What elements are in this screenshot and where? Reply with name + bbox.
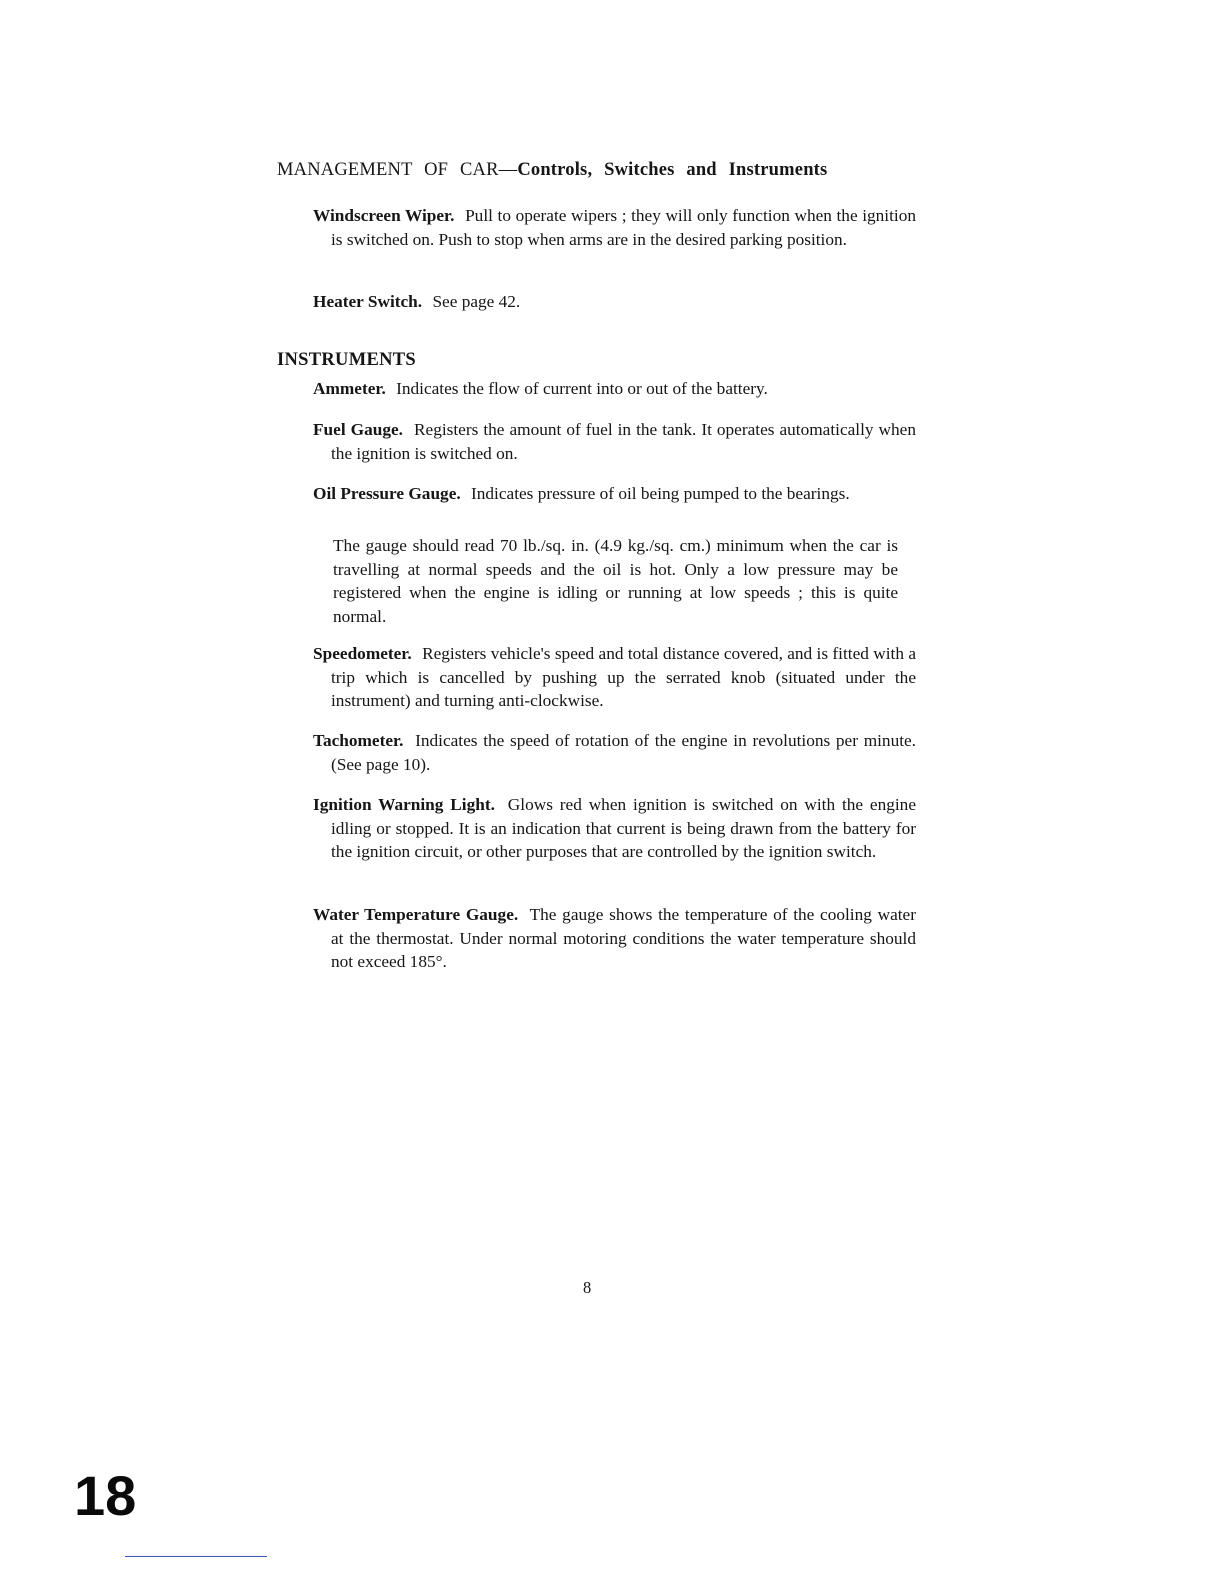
header-subsection-title: Controls, Switches and Instruments [517, 160, 828, 180]
bottom-rule [125, 1556, 267, 1557]
entry-water-temperature-gauge [313, 903, 916, 974]
entry-text: Indicates the speed of rotation of the engine in revolutions per minute. (See page 10). [331, 731, 917, 774]
entry-term: Oil Pressure Gauge. [313, 484, 461, 503]
entry-fuel-gauge [313, 418, 916, 465]
entry-term: Speedometer. [313, 644, 412, 663]
entry-text: Indicates pressure of oil being pumped to the bearings. [471, 484, 850, 503]
entry-term: Windscreen Wiper. [313, 206, 455, 225]
entry-text: The gauge shows the temperature of the cooling water at the thermostat. Under normal motoring conditions the water temperature should not exceed 185°. [331, 905, 916, 972]
entry-term: Ignition Warning Light. [313, 795, 495, 814]
oil-pressure-note: The gauge should read 70 lb./sq. in. (4.9 kg./sq. cm.) minimum when the car is travelling at normal speeds and the oil is hot. Only a low pressure may be registered when the engine is idling or running at low speeds ; this is quite normal. [333, 536, 898, 626]
entry-ammeter [313, 377, 916, 401]
entry-term: Heater Switch. [313, 292, 423, 311]
entry-text: Glows red when ignition is switched on with the engine idling or stopped. It is an indication that current is being drawn from the battery for the ignition circuit, or other purposes that are controlled by the ignition switch. [331, 795, 916, 862]
page-number: 8 [583, 1278, 592, 1297]
entry-text: Indicates the flow of current into or out of the battery. [396, 379, 768, 398]
entry-text: Pull to operate wipers ; they will only function when the ignition is switched on. Push to stop when arms are in the desired parking position. [331, 206, 916, 249]
entry-term: Tachometer. [313, 731, 404, 750]
entry-speedometer [313, 642, 916, 713]
entry-ignition-warning-light [313, 793, 916, 864]
entry-text: Registers the amount of fuel in the tank. It operates automatically when the ignition is switched on. [331, 420, 916, 463]
entry-term: Water Temperature Gauge. [313, 905, 519, 924]
page-header [277, 158, 897, 182]
entry-tachometer [313, 729, 916, 776]
sheet-number: 18 [74, 1464, 137, 1527]
header-section-title: MANAGEMENT OF CAR— [277, 160, 518, 180]
section-heading-instruments: INSTRUMENTS [277, 350, 416, 370]
entry-oil-pressure-gauge [313, 482, 916, 506]
entry-text: Registers vehicle's speed and total distance covered, and is fitted with a trip which is cancelled by pushing up the serrated knob (situated under the instrument) and turning anti-clockwise. [331, 644, 916, 711]
entry-text: See page 42. [432, 292, 521, 311]
entry-heater-switch [313, 290, 916, 314]
entry-windscreen-wiper [313, 204, 916, 251]
entry-term: Ammeter. [313, 379, 386, 398]
entry-term: Fuel Gauge. [313, 420, 403, 439]
